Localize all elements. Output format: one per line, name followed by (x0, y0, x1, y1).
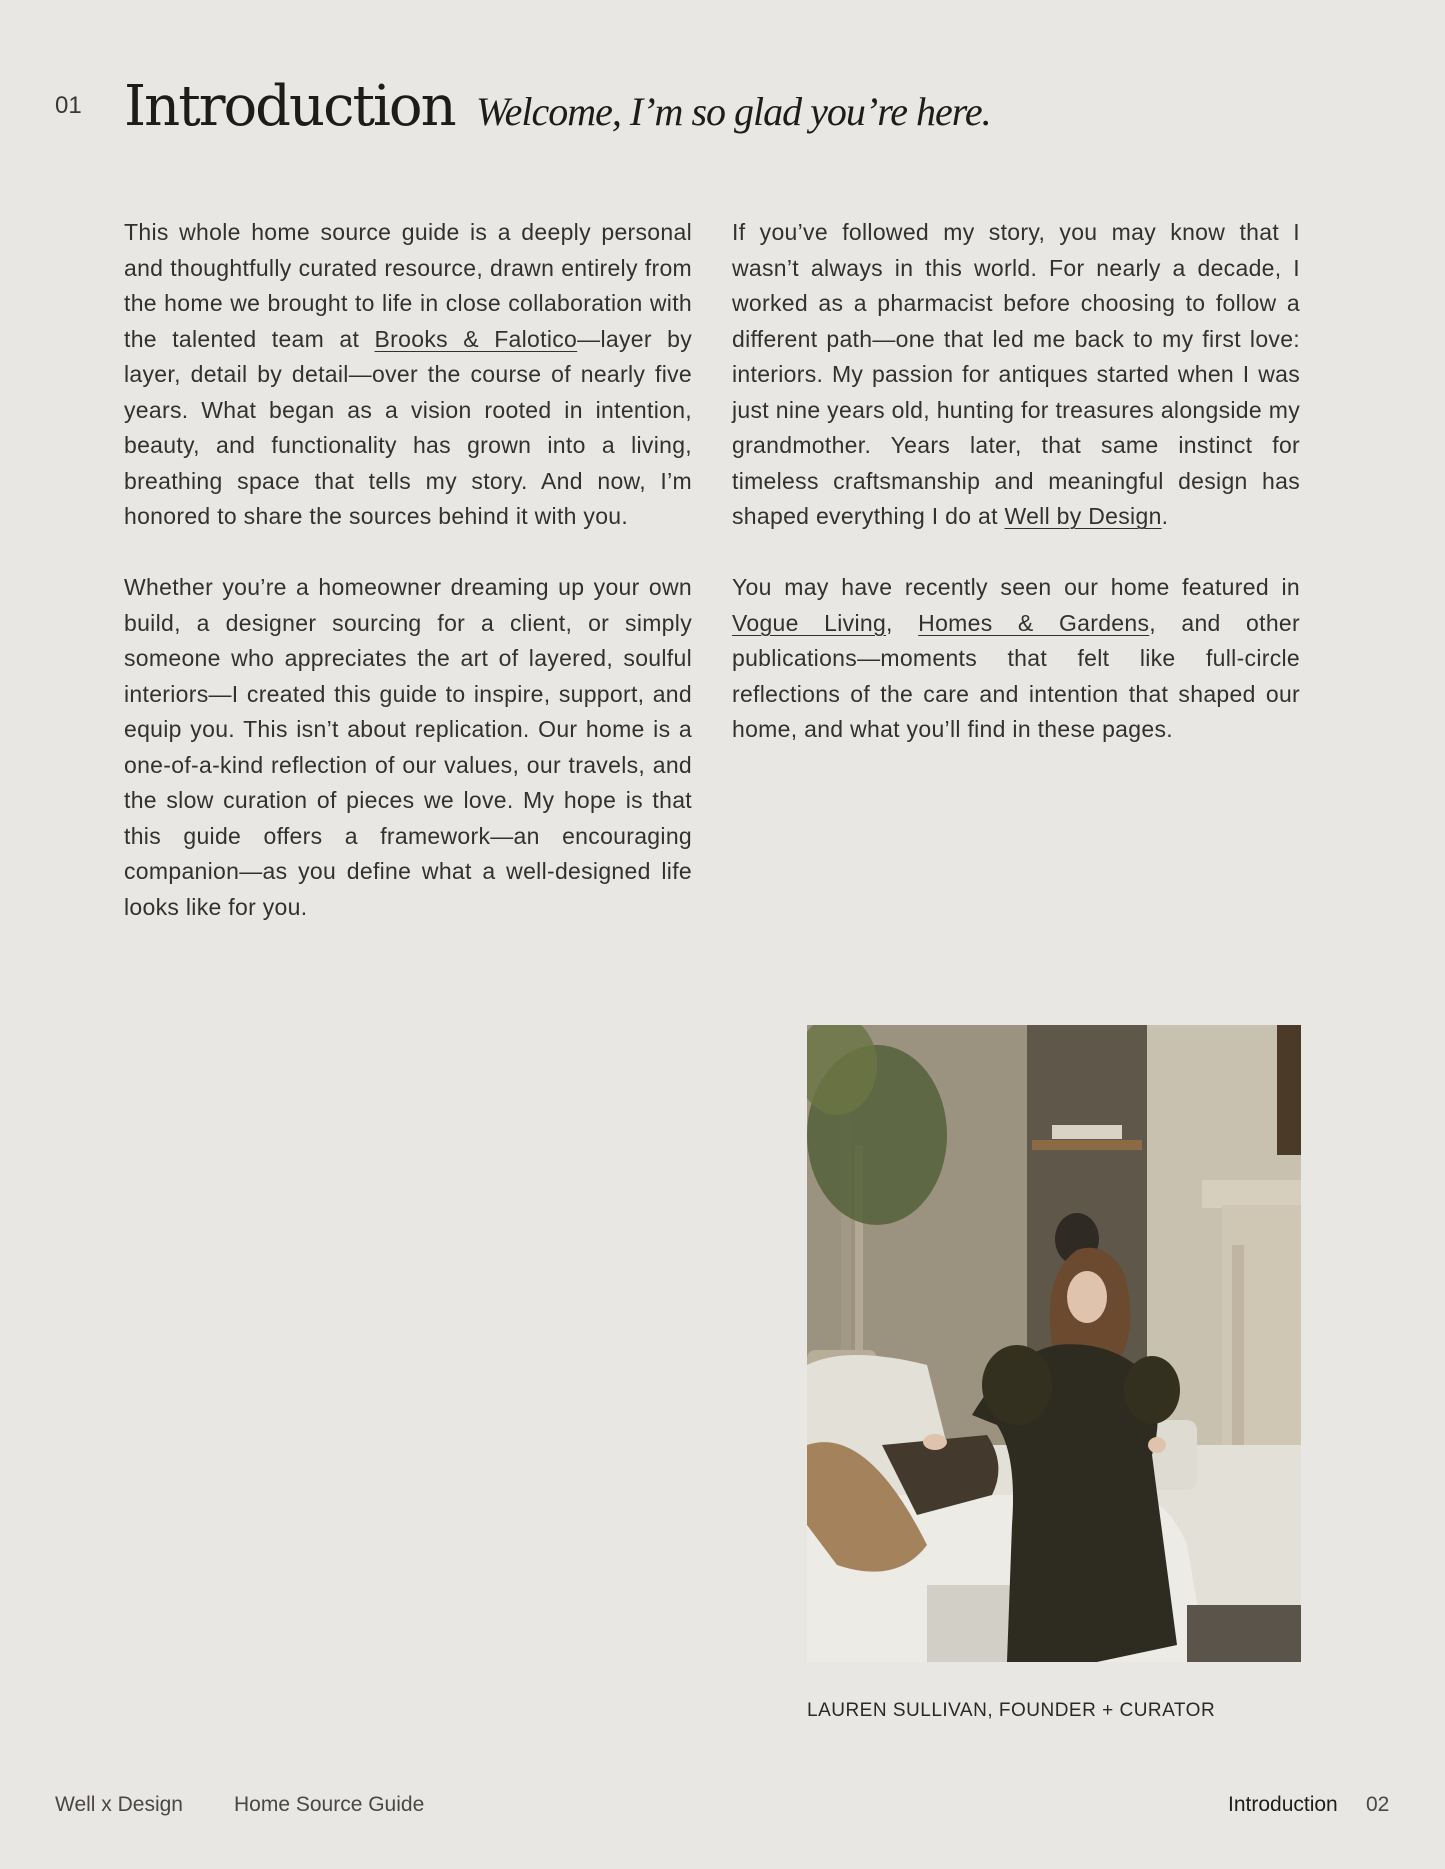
photo-caption: LAUREN SULLIVAN, FOUNDER + CURATOR (807, 1700, 1216, 1721)
page-title: Introduction (124, 74, 455, 139)
intro-paragraph-2: Whether you’re a homeowner dreaming up your own build, a designer sourcing for a client, or simply someone who appreciates the art of layered, soulful interiors—I created this guide to inspire, support, and equip you. This isn’t about replication. Our home is a one-of-a-kind reflection of our values, our travels, and the slow curation of pieces we love. My hope is that this guide offers a framework—an encouraging companion—as you define what a well-designed life looks like for you. (124, 574, 692, 920)
page-subtitle: Welcome, I’m so glad you’re here. (476, 89, 991, 134)
footer-page-number: 02 (1366, 1793, 1390, 1816)
footer-section-name: Introduction (1228, 1793, 1338, 1816)
brooks-falotico-link[interactable]: Brooks & Falotico (374, 325, 578, 352)
vogue-living-link[interactable]: Vogue Living (732, 609, 887, 636)
intro-paragraph-1: This whole home source guide is a deeply personal and thoughtfully curated resource, drawn entirely from the home we brought to life in close collaboration with the talented team at Brooks & Falotico—layer by layer, detail by detail—over the course of nearly five years. What began as a vision rooted in intention, beauty, and functionality has grown into a living, breathing space that tells my story. And now, I’m honored to share the sources behind it with you. (124, 219, 693, 529)
right-column (732, 215, 1300, 783)
story-paragraph-2: You may have recently seen our home featured in Vogue Living, Homes & Gardens, and other publications—moments that felt like full-circle reflections of the care and intention that shaped our home, and what you’ll find in these pages. (732, 574, 1300, 742)
left-column (124, 215, 692, 961)
footer-brand: Well x Design (55, 1793, 183, 1816)
section-number: 01 (55, 92, 82, 119)
well-by-design-link[interactable]: Well by Design (1004, 503, 1162, 529)
founder-portrait-photo (807, 1025, 1301, 1662)
homes-gardens-link[interactable]: Homes & Gardens (918, 609, 1150, 636)
footer-guide-title: Home Source Guide (234, 1793, 425, 1816)
story-paragraph-1: If you’ve followed my story, you may know that I wasn’t always in this world. For nearly a decade, I worked as a pharmacist before choosing to follow a different path—one that led me back to my first love: interiors. My passion for antiques started when I was just nine years old, hunting for treasures alongside my grandmother. Years later, that same instinct for timeless craftsmanship and meaningful design has shaped everything I do at Well by Design. (732, 219, 1300, 529)
